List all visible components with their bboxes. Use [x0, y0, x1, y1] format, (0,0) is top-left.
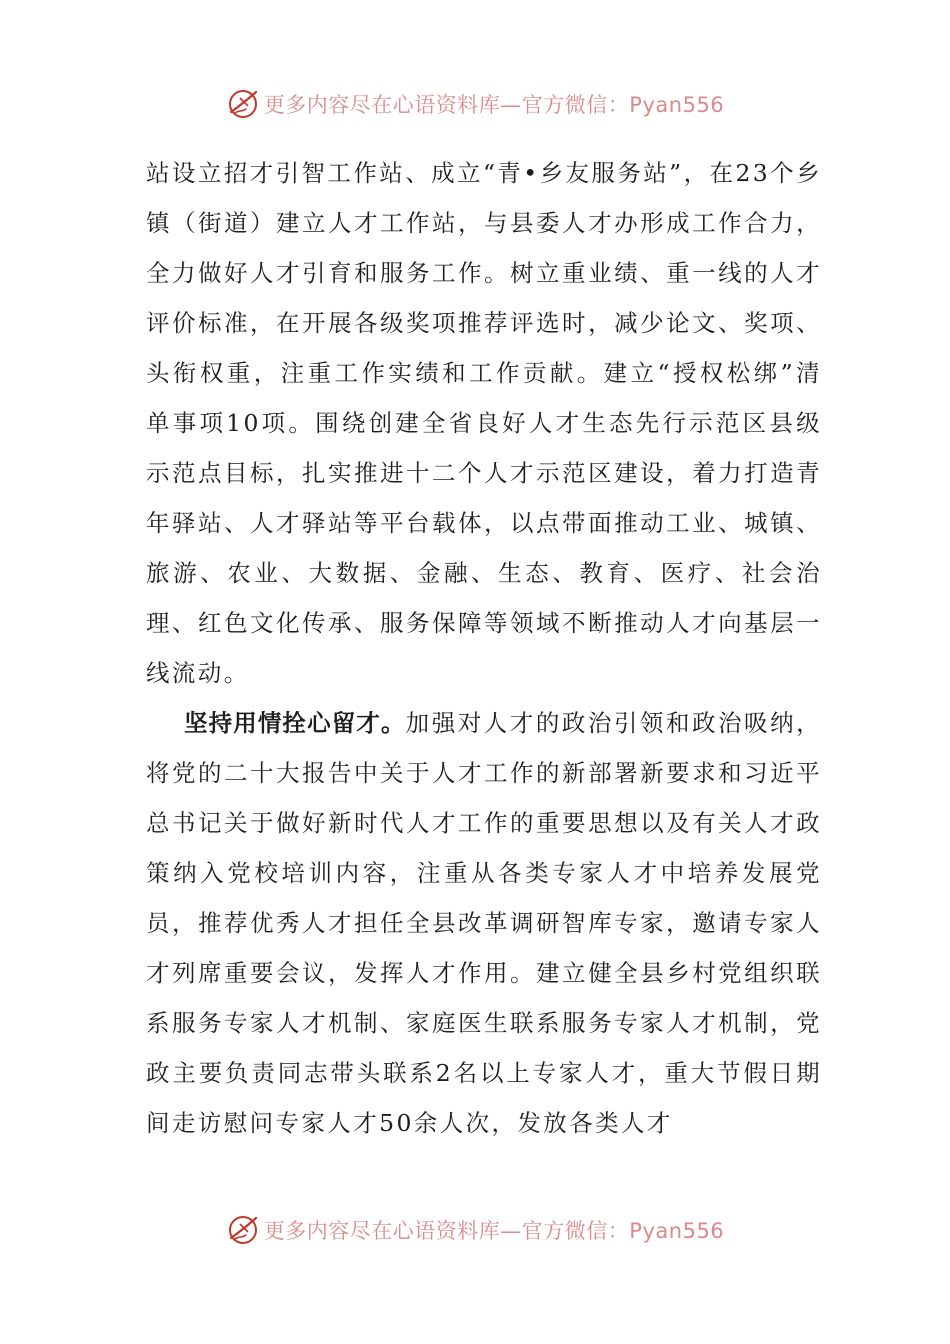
document-body	[146, 148, 822, 1148]
footer-banner-text: 更多内容尽在心语资料库—官方微信：Pyan556	[263, 1219, 725, 1243]
paragraph-2-text: 加强对人才的政治引领和政治吸纳，将党的二十大报告中关于人才工作的新部署新要求和习近平总书记关于做好新时代人才工作的重要思想以及有关人才政策纳入党校培训内容，注重从各类专家人才中培养发展党员，推荐优秀人才担任全县改革调研智库专家，邀请专家人才列席重要会议，发挥人才作用。建立健全县乡村党组织联系服务专家人才机制、家庭医生联系服务专家人才机制，党政主要负责同志带头联系2名以上专家人才，重大节假日期间走访慰问专家人才50余人次，发放各类人才	[146, 709, 823, 1137]
paragraph-2	[146, 698, 822, 1148]
pen-signature-logo-icon	[226, 1213, 260, 1247]
footer-banner	[0, 1210, 950, 1250]
header-banner	[0, 84, 950, 124]
paragraph-1	[146, 148, 822, 698]
pen-signature-logo-icon	[226, 87, 260, 121]
header-banner-text: 更多内容尽在心语资料库—官方微信：Pyan556	[263, 93, 725, 117]
paragraph-2-lead: 坚持用情拴心留才。	[184, 709, 406, 737]
paragraph-1-text: 站设立招才引智工作站、成立“青•乡友服务站”，在23个乡镇（街道）建立人才工作站，与县委人才办形成工作合力，全力做好人才引育和服务工作。树立重业绩、重一线的人才评价标准，在开展各级奖项推荐评选时，减少论文、奖项、头衔权重，注重工作实绩和工作贡献。建立“授权松绑”清单事项10项。围绕创建全省良好人才生态先行示范区县级示范点目标，扎实推进十二个人才示范区建设，着力打造青年驿站、人才驿站等平台载体，以点带面推动工业、城镇、旅游、农业、大数据、金融、生态、教育、医疗、社会治理、红色文化传承、服务保障等领域不断推动人才向基层一线流动。	[146, 159, 822, 687]
